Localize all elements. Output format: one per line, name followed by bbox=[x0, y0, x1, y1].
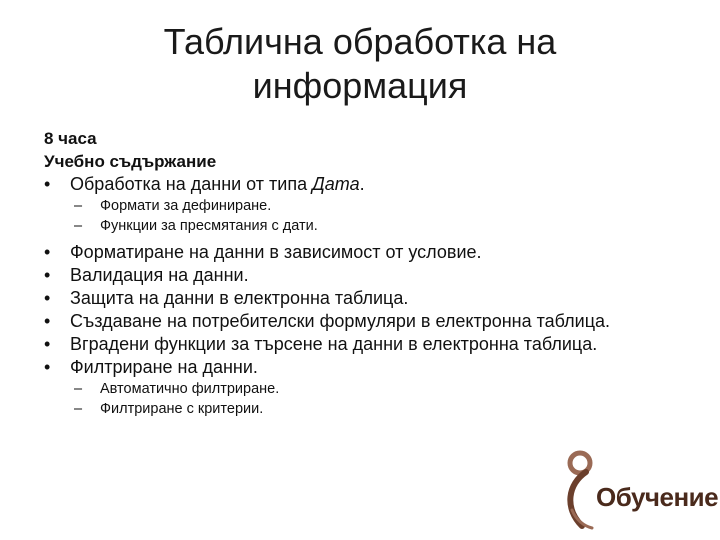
hours-label: 8 часа bbox=[44, 129, 97, 148]
bullet-dot: • bbox=[44, 242, 51, 262]
sub-item-text: Филтриране с критерии. bbox=[100, 401, 264, 417]
title-line-2: информация bbox=[252, 65, 468, 106]
logo-wordmark: Обучение bbox=[596, 482, 719, 512]
bullet-dot: • bbox=[44, 174, 51, 194]
title-line-1: Таблична обработка на bbox=[163, 21, 557, 62]
sub-item-text: Формати за дефиниране. bbox=[100, 198, 272, 214]
slide-content bbox=[44, 127, 704, 419]
bullet-item bbox=[44, 287, 704, 310]
sub-item-text: Функции за пресмятания с дати. bbox=[100, 218, 318, 234]
bullet-text: Защита на данни в електронна таблица. bbox=[70, 288, 409, 308]
obuchenie-logo bbox=[562, 448, 719, 534]
bullet-text: Създаване на потребителски формуляри в електронна таблица. bbox=[70, 311, 611, 331]
content-heading: Учебно съдържание bbox=[44, 152, 217, 171]
bullet-item-date bbox=[44, 173, 704, 196]
sub-item bbox=[44, 399, 704, 419]
bullet-dot: • bbox=[44, 334, 51, 354]
bullet-text: Вградени функции за търсене на данни в електронна таблица. bbox=[70, 334, 598, 354]
bullet-text: Форматиране на данни в зависимост от условие. bbox=[70, 242, 482, 262]
bullet-text: Обработка на данни от типа bbox=[70, 174, 313, 194]
bullet-text: Валидация на данни. bbox=[70, 265, 249, 285]
sub-item bbox=[44, 379, 704, 399]
sub-item bbox=[44, 216, 704, 236]
bullet-dot: • bbox=[44, 311, 51, 331]
bullet-item bbox=[44, 333, 704, 356]
bullet-item bbox=[44, 310, 704, 333]
slide-title bbox=[0, 20, 720, 108]
bullet-dot: • bbox=[44, 357, 51, 377]
bullet-item bbox=[44, 264, 704, 287]
sub-dash: – bbox=[74, 198, 83, 214]
bullet-emphasis: Дата bbox=[312, 174, 360, 194]
sub-dash: – bbox=[74, 381, 83, 397]
bullet-dot: • bbox=[44, 288, 51, 308]
bullet-item bbox=[44, 241, 704, 264]
sub-item bbox=[44, 196, 704, 216]
sub-item-text: Автоматично филтриране. bbox=[100, 381, 280, 397]
bullet-dot: • bbox=[44, 265, 51, 285]
sub-dash: – bbox=[74, 218, 83, 234]
sub-dash: – bbox=[74, 401, 83, 417]
bullet-text-tail: . bbox=[359, 174, 365, 194]
bullet-text: Филтриране на данни. bbox=[70, 357, 258, 377]
bullet-item bbox=[44, 356, 704, 379]
